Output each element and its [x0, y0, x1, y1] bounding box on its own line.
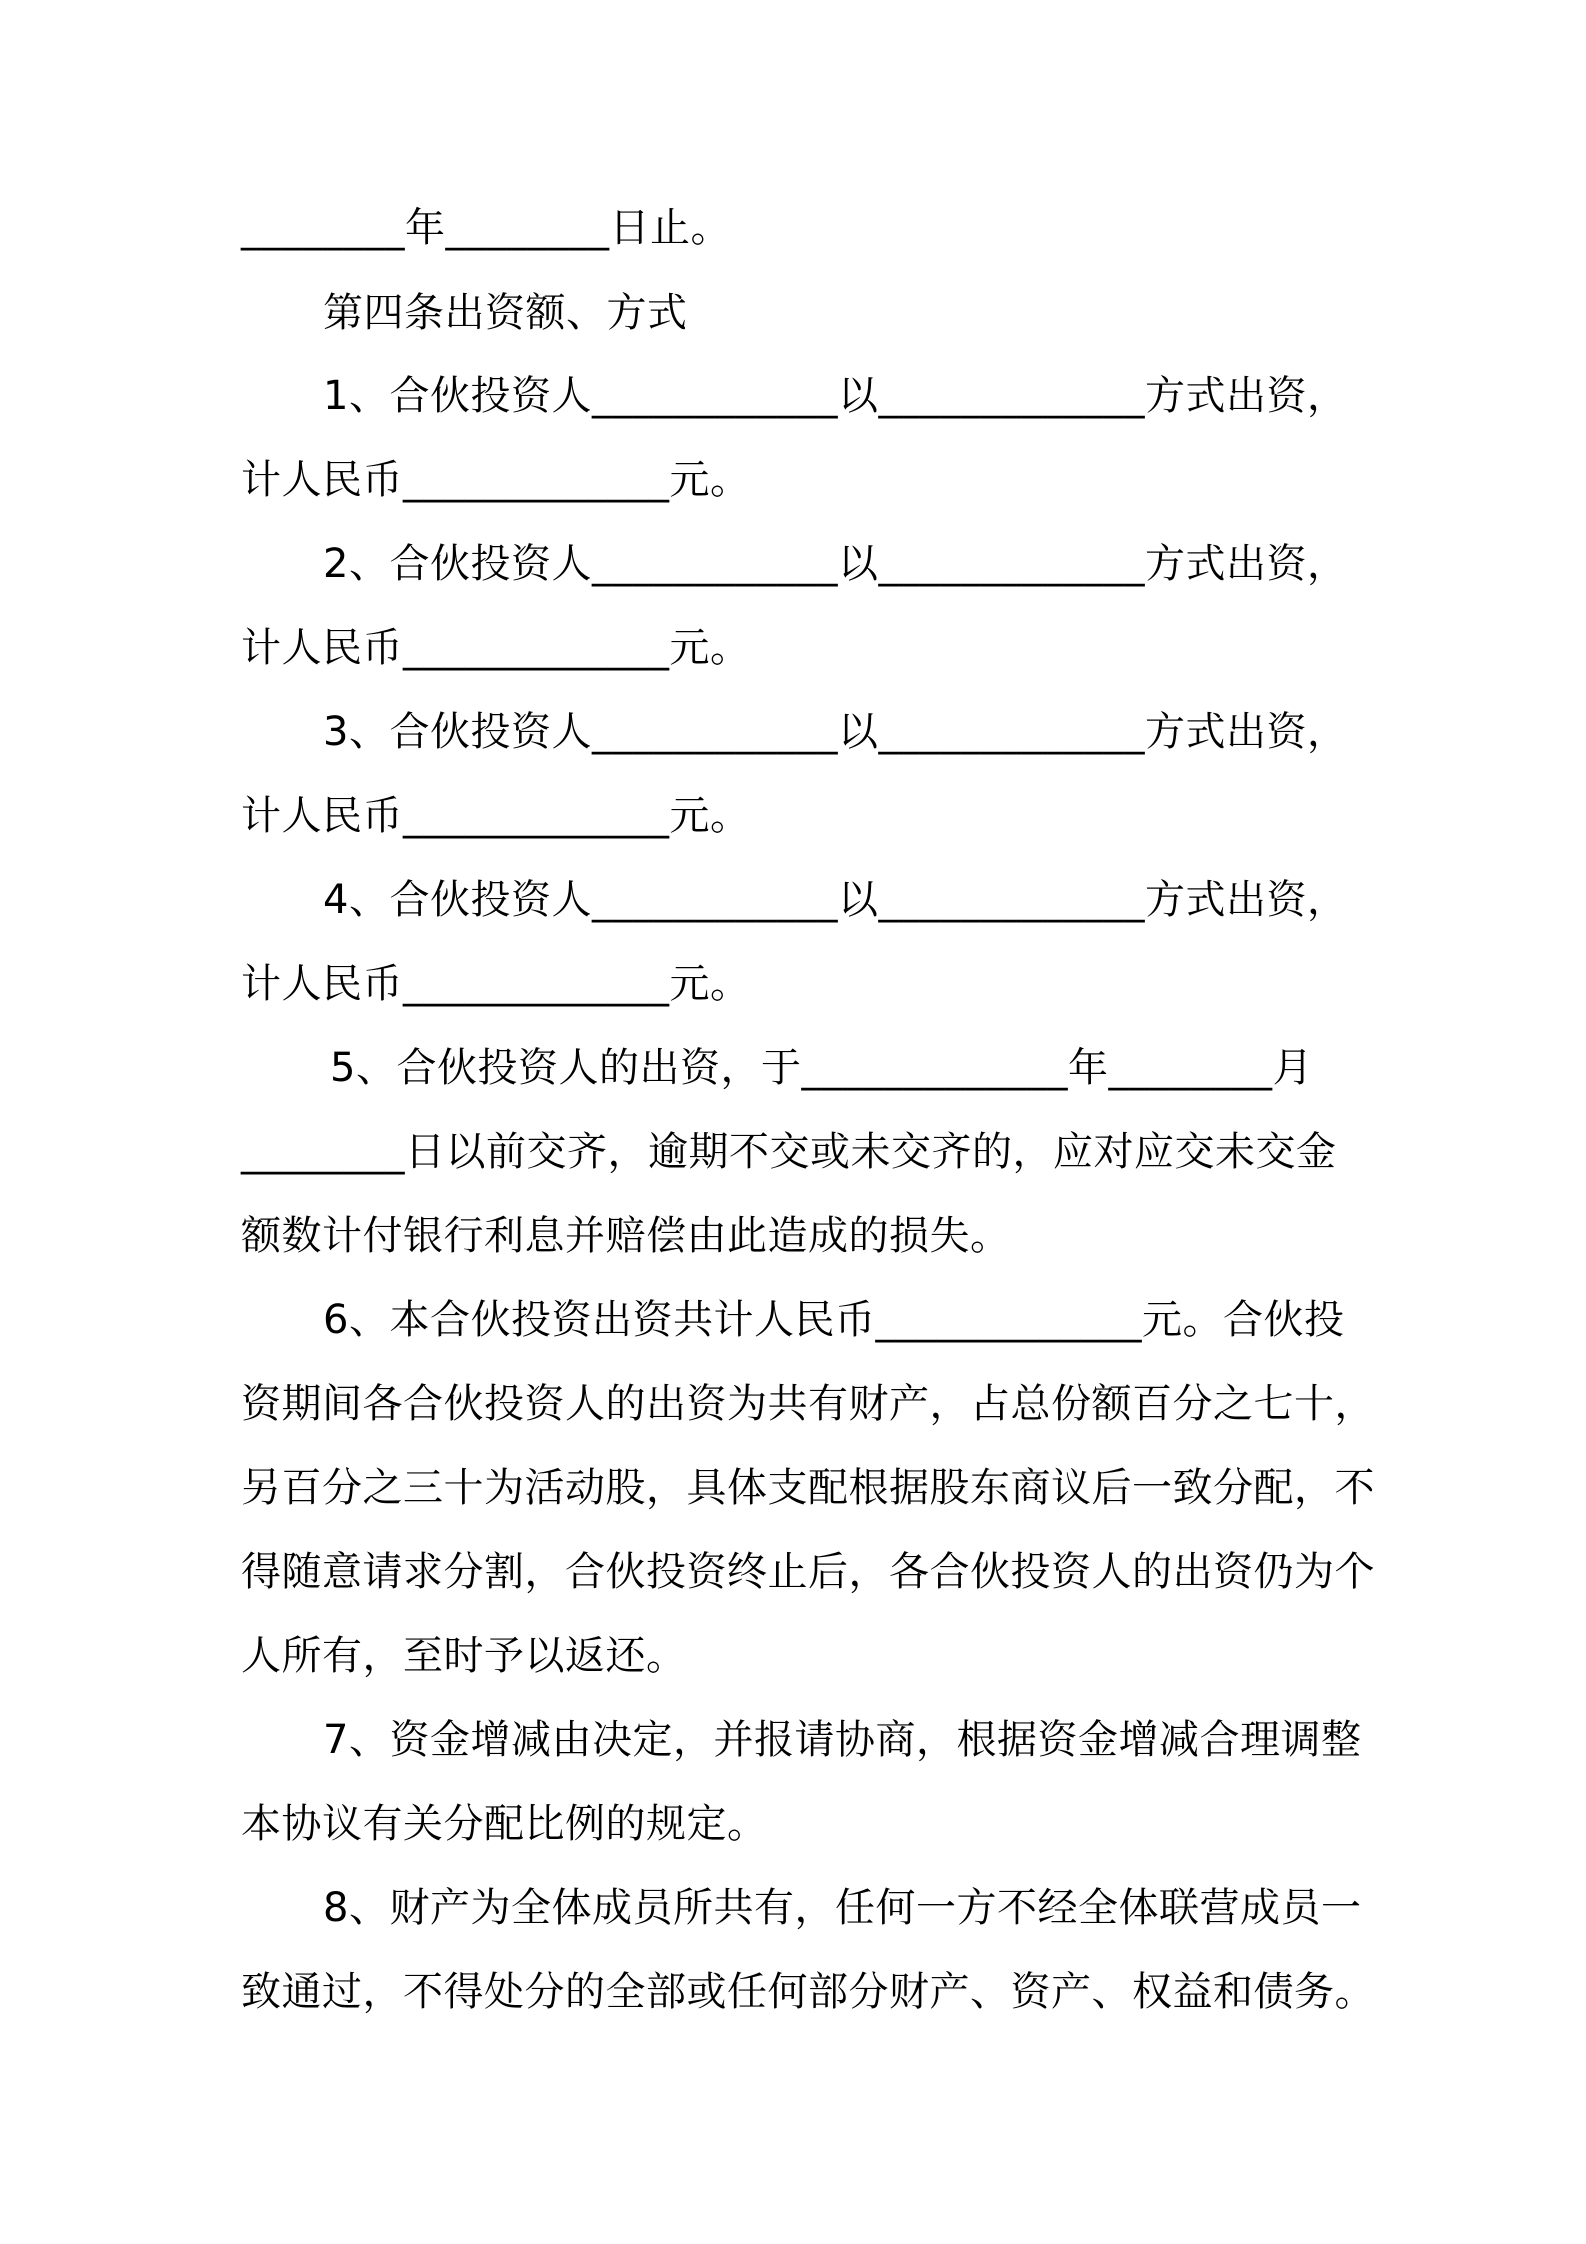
clause-7-line-2: 本协议有关分配比例的规定。	[241, 1801, 768, 1847]
clause-8-line-2: 致通过，不得处分的全部或任何部分财产、资产、权益和债务。	[241, 1969, 1375, 2015]
article-4-heading: 第四条出资额、方式	[323, 290, 688, 336]
clause-5-line-3: 额数计付银行利息并赔偿由此造成的损失。	[241, 1213, 1011, 1259]
clause-6-line-5: 人所有，至时予以返还。	[241, 1633, 687, 1679]
text-line-term-end-date: ________年________日止。	[241, 205, 731, 251]
clause-4-line-1: 4、合伙投资人____________以_____________方式出资，	[323, 877, 1348, 923]
clause-5-line-2: ________日以前交齐，逾期不交或未交齐的，应对应交未交金	[241, 1129, 1337, 1175]
clause-6-line-1: 6、本合伙投资出资共计人民币_____________元。合伙投	[323, 1297, 1345, 1343]
clause-2-line-1: 2、合伙投资人____________以_____________方式出资，	[323, 541, 1348, 587]
clause-7-line-1: 7、资金增减由决定，并报请协商，根据资金增减合理调整	[323, 1717, 1362, 1763]
clause-1-line-2: 计人民币_____________元。	[241, 457, 751, 503]
clause-5-line-1: 5、合伙投资人的出资，于_____________年________月	[330, 1045, 1313, 1091]
clause-6-line-2: 资期间各合伙投资人的出资为共有财产，占总份额百分之七十，	[241, 1381, 1375, 1427]
clause-6-line-3: 另百分之三十为活动股，具体支配根据股东商议后一致分配，不	[241, 1465, 1375, 1511]
clause-8-line-1: 8、财产为全体成员所共有，任何一方不经全体联营成员一	[323, 1885, 1362, 1931]
clause-4-line-2: 计人民币_____________元。	[241, 961, 751, 1007]
clause-2-line-2: 计人民币_____________元。	[241, 625, 751, 671]
clause-3-line-2: 计人民币_____________元。	[241, 793, 751, 839]
clause-1-line-1: 1、合伙投资人____________以_____________方式出资，	[323, 373, 1348, 419]
clause-3-line-1: 3、合伙投资人____________以_____________方式出资，	[323, 709, 1348, 755]
clause-6-line-4: 得随意请求分割，合伙投资终止后，各合伙投资人的出资仍为个	[241, 1549, 1375, 1595]
